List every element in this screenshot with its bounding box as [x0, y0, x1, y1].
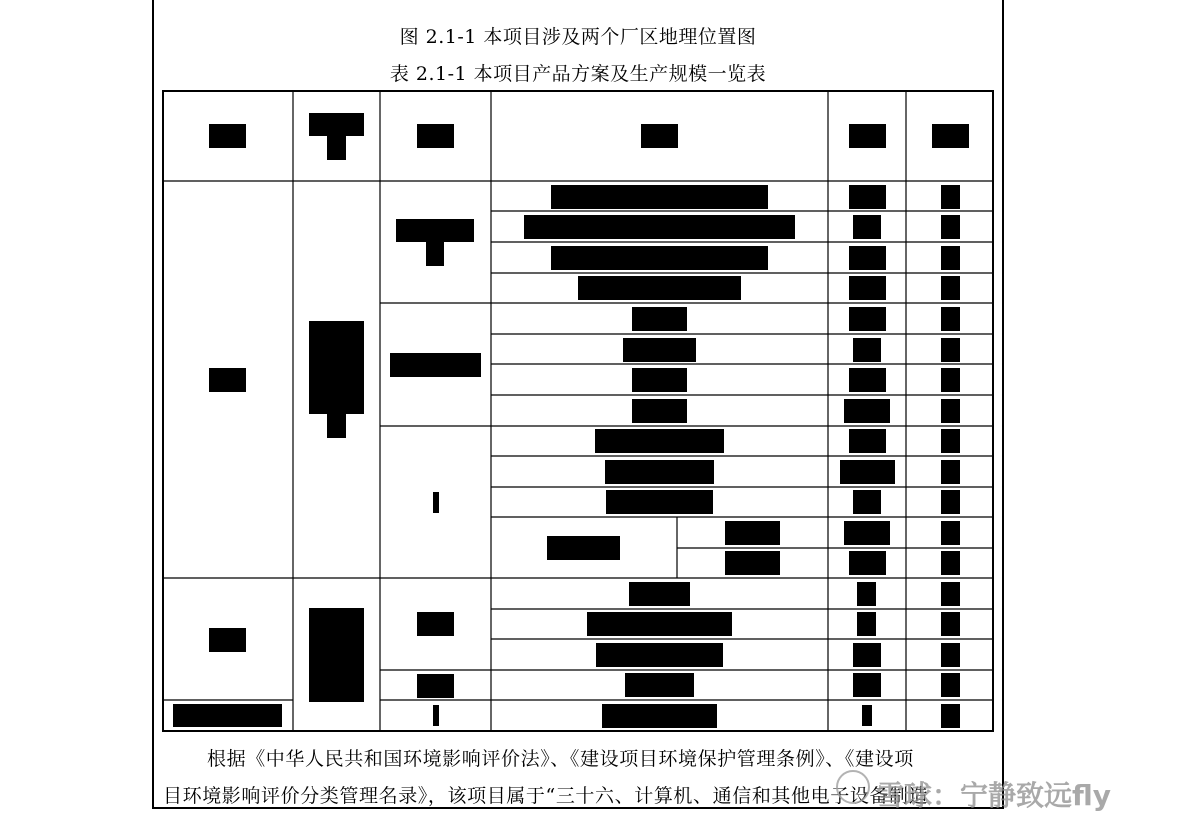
- redacted-cell: [602, 704, 717, 728]
- redacted-cell: [844, 399, 890, 423]
- redacted-cell: [941, 185, 960, 209]
- redacted-header-1: [209, 124, 246, 148]
- redacted-cell: [596, 643, 723, 667]
- redacted-cell: [309, 608, 364, 702]
- redacted-cell: [209, 628, 246, 652]
- redacted-header-4: [641, 124, 678, 148]
- redacted-cell: [849, 246, 886, 270]
- body-paragraph-line-1: 根据《中华人民共和国环境影响评价法》、《建设项目环境保护管理条例》、《建设项: [207, 748, 914, 770]
- redacted-header-5: [849, 124, 886, 148]
- redacted-cell: [625, 673, 694, 697]
- redacted-cell: [433, 705, 439, 726]
- redacted-cell: [941, 368, 960, 392]
- redacted-cell: [941, 460, 960, 484]
- redacted-cell: [862, 705, 872, 726]
- redacted-cell: [941, 307, 960, 331]
- redacted-cell: [941, 643, 960, 667]
- redacted-cell: [849, 429, 886, 453]
- redacted-cell: [853, 673, 881, 697]
- redacted-cell: [417, 674, 454, 698]
- redacted-header-2: [309, 113, 364, 160]
- watermark-text: 雪球：宁静致远fly: [876, 779, 1112, 812]
- redacted-header-6: [932, 124, 969, 148]
- redacted-cell: [309, 321, 364, 438]
- redacted-cell: [941, 215, 960, 239]
- redacted-header-3: [417, 124, 454, 148]
- redacted-cell: [417, 612, 454, 636]
- redacted-cell: [606, 490, 713, 514]
- redacted-cell: [849, 307, 886, 331]
- redacted-cell: [632, 399, 687, 423]
- redacted-cell: [941, 582, 960, 606]
- redacted-cell: [209, 368, 246, 392]
- body-paragraph-line-2: 目环境影响评价分类管理名录》，该项目属于“三十六、计算机、通信和其他电子设备制造: [163, 785, 929, 807]
- redacted-cell: [632, 368, 687, 392]
- redacted-cell: [857, 612, 876, 636]
- redacted-cell: [605, 460, 714, 484]
- redacted-cell: [524, 215, 795, 239]
- redacted-cell: [853, 215, 881, 239]
- redacted-cell: [853, 643, 881, 667]
- redacted-cell: [941, 673, 960, 697]
- figure-caption: 图 2.1-1 本项目涉及两个厂区地理位置图: [399, 26, 757, 48]
- redacted-cell: [433, 492, 439, 513]
- redacted-cell: [849, 551, 886, 575]
- redacted-cell: [941, 521, 960, 545]
- redacted-cell: [941, 429, 960, 453]
- redacted-cell: [853, 338, 881, 362]
- redacted-cell: [857, 582, 876, 606]
- redacted-cell: [941, 276, 960, 300]
- redacted-cell: [941, 612, 960, 636]
- redacted-cell: [941, 399, 960, 423]
- redacted-cell: [578, 276, 741, 300]
- snowball-logo-icon: [836, 770, 870, 804]
- redacted-cell: [396, 219, 474, 266]
- redacted-cell: [844, 521, 890, 545]
- redacted-cell: [849, 185, 886, 209]
- redacted-cell: [941, 338, 960, 362]
- redacted-cell: [725, 521, 780, 545]
- redacted-cell: [840, 460, 895, 484]
- redacted-cell: [632, 307, 687, 331]
- redacted-cell: [849, 368, 886, 392]
- redacted-cell: [587, 612, 732, 636]
- redacted-cell: [941, 551, 960, 575]
- redacted-cell: [623, 338, 696, 362]
- redacted-cell: [547, 536, 620, 560]
- redacted-cell: [941, 490, 960, 514]
- redacted-cell: [725, 551, 780, 575]
- redacted-cell: [173, 704, 282, 727]
- redacted-cell: [595, 429, 724, 453]
- table-caption: 表 2.1-1 本项目产品方案及生产规模一览表: [389, 63, 767, 85]
- redacted-cell: [849, 276, 886, 300]
- redacted-cell: [551, 246, 768, 270]
- redacted-cell: [941, 704, 960, 728]
- redacted-cell: [941, 246, 960, 270]
- redacted-cell: [551, 185, 768, 209]
- redacted-cell: [853, 490, 881, 514]
- redacted-cell: [390, 353, 481, 377]
- redacted-cell: [629, 582, 690, 606]
